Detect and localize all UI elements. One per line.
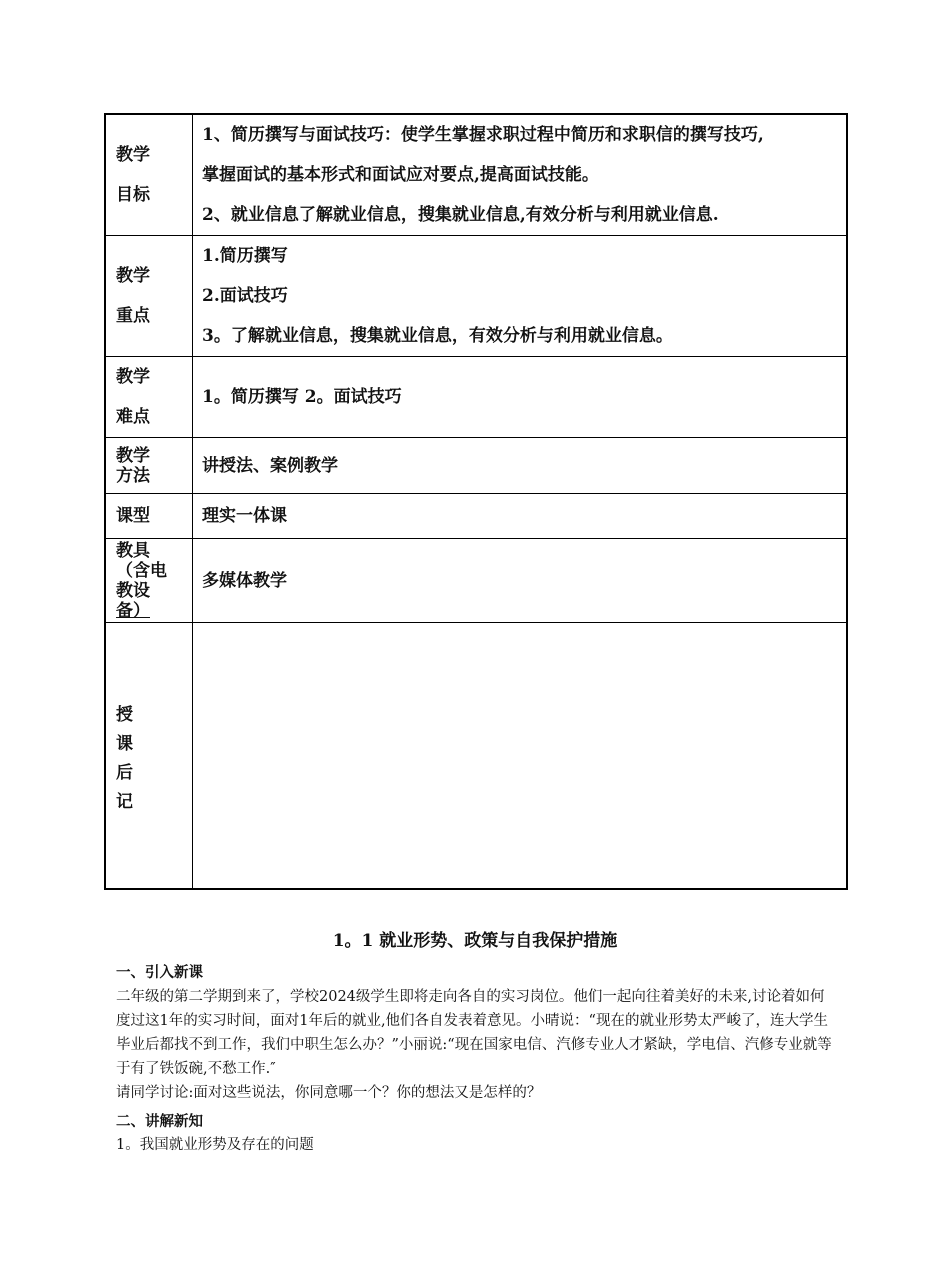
row-key-points <box>105 236 847 357</box>
content-line: 讲授法、案例教学 <box>202 455 338 476</box>
label-line: 课 <box>116 734 133 755</box>
label-teaching-goals <box>105 114 193 236</box>
row-post-lesson-notes <box>105 623 847 889</box>
content-line: 3。了解就业信息，搜集就业信息，有效分析与利用就业信息。 <box>202 326 673 346</box>
content-line: 1.简历撰写 <box>202 246 288 266</box>
label-line: 目标 <box>116 185 150 205</box>
label-line: 授 <box>116 705 133 726</box>
label-line: 课型 <box>116 506 150 526</box>
label-difficulties <box>105 357 193 438</box>
label-key-points <box>105 236 193 357</box>
label-line: 记 <box>116 792 133 813</box>
row-lesson-type <box>105 494 847 539</box>
row-methods <box>105 438 847 494</box>
content-teaching-goals <box>193 114 848 236</box>
content-key-points <box>193 236 848 357</box>
row-difficulties <box>105 357 847 438</box>
label-line: 教学 <box>116 367 150 387</box>
label-line: 重点 <box>116 306 150 326</box>
label-line: （含电 <box>116 560 167 581</box>
label-line: 方法 <box>116 465 150 486</box>
row-teaching-goals <box>105 114 847 236</box>
content-lesson-type <box>193 494 848 539</box>
label-line: 备） <box>116 600 150 621</box>
content-line: 多媒体教学 <box>202 570 287 591</box>
heading-new-knowledge: 二、讲解新知 <box>116 1113 203 1130</box>
lesson-plan-table <box>104 113 848 890</box>
label-line: 教学 <box>116 145 150 165</box>
label-teaching-aids <box>105 539 193 623</box>
label-line: 教学 <box>116 266 150 286</box>
paragraph-discussion: 请同学讨论:面对这些说法，你同意哪一个？你的想法又是怎样的？ <box>116 1085 542 1101</box>
content-difficulties <box>193 357 848 438</box>
content-line: 1、简历撰写与面试技巧：使学生掌握求职过程中简历和求职信的撰写技巧, <box>202 125 764 145</box>
content-line: 1。简历撰写 2。面试技巧 <box>202 387 402 407</box>
content-post-lesson-notes <box>193 623 848 889</box>
label-methods <box>105 438 193 494</box>
label-line: 难点 <box>116 407 150 427</box>
content-line: 掌握面试的基本形式和面试应对要点,提高面试技能。 <box>202 165 599 185</box>
label-line: 后 <box>116 763 133 784</box>
heading-introduction: 一、引入新课 <box>116 964 203 981</box>
content-methods <box>193 438 848 494</box>
list-item-employment-situation: 1。我国就业形势及存在的问题 <box>116 1137 314 1153</box>
label-lesson-type <box>105 494 193 539</box>
paragraph-introduction: 二年级的第二学期到来了，学校2024级学生即将走向各自的实习岗位。他们一起向往着美好的未来,讨论着如何度过这1年的实习时间，面对1年后的就业,他们各自发表着意见。小晴说：“现在的就业形势太严峻了，连大学生毕业后都找不到工作，我们中职生怎么办？”小丽说:“现在国家电信、汽修专业人才紧缺，学电信、汽修专业就等于有了铁饭碗,不愁工作.″ <box>116 989 832 1077</box>
label-line: 教设 <box>116 580 150 601</box>
section-title: 1。1 就业形势、政策与自我保护措施 <box>332 931 618 951</box>
label-line: 教具 <box>116 540 150 561</box>
content-line: 理实一体课 <box>202 506 287 526</box>
row-teaching-aids <box>105 539 847 623</box>
content-teaching-aids <box>193 539 848 623</box>
label-post-lesson-notes <box>105 623 193 889</box>
content-line: 2.面试技巧 <box>202 286 288 306</box>
label-line: 教学 <box>116 445 150 466</box>
content-line: 2、就业信息了解就业信息，搜集就业信息,有效分析与利用就业信息. <box>202 205 719 225</box>
